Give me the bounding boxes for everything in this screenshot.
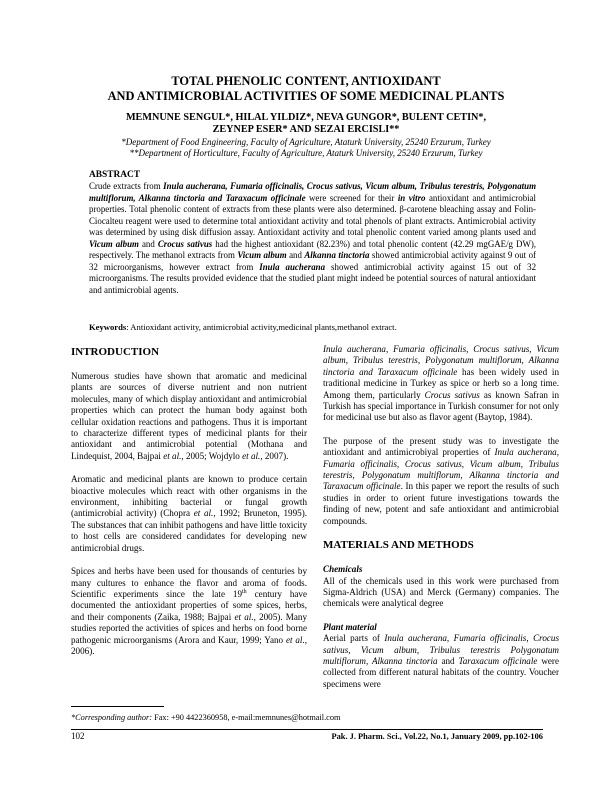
footnote-divider (71, 706, 164, 707)
authors-line-2: ZEYNEP ESER* AND SEZAI ERCISLI** (212, 124, 400, 135)
et-al: et al. (193, 508, 214, 519)
journal-citation: Pak. J. Pharm. Sci., Vol.22, No.1, January 2009, pp.102-106 (331, 732, 543, 741)
text: The purpose of the present study was to investigate the antioxidant and antimicrobiyal properties of (323, 435, 559, 458)
intro-paragraph-2 (71, 474, 307, 554)
species-name: Vicum album (237, 250, 287, 260)
text: , 1992; Bruneton, 1995). The substances that can inhibit pathogens and have little toxicity to host cells are considered candidates for developing new antimicrobial drugs. (71, 508, 307, 553)
species-name: Vicum album (89, 238, 139, 249)
page-footer-divider (71, 729, 543, 730)
abstract-text-part: antioxidant and antimicrobial properties. Total phenolic content of extracts from these plants were also determined. β-carotene bleaching assay and Folin-Ciocalteu reagent were used to determine total antioxidant activity and total phenols of plant extracts. Antimicrobial activity was determined by using disk diffusion assay. Antioxidant activity and total phenolic content varied among plants used and (89, 192, 536, 237)
text: Spices and herbs have been used for thousands of centuries by many cultures to enhance the flavor and aroma of foods. Scientific experiments since the late 19 (71, 566, 307, 599)
species-name: Alkanna tinctoria (304, 250, 370, 260)
text: , 2006). (71, 634, 308, 656)
text: Numerous studies have shown that aromatic and medicinal plants are sources of diverse nutrient and non nutrient molecules, many of which display antioxidant and antimicrobial properties which can protect the human body against both cellular oxidation reactions and pathogens. Thus it is important to characterize different types of medicinal plants for their antioxidant and antimicrobial potential (Mothana and Lindequist, 2004, Bajpai (71, 371, 307, 461)
text: has been widely used in traditional medicine in Turkey as spice or herb so a long time. Among them, particularly (323, 366, 559, 400)
abstract-heading: ABSTRACT (89, 170, 141, 180)
et-al: et al. (163, 450, 182, 461)
species-name: Inula aucherana (259, 261, 326, 272)
affiliations (0, 137, 612, 159)
introduction-heading: INTRODUCTION (71, 346, 160, 358)
intro-paragraph-4 (323, 344, 559, 424)
chemicals-paragraph: All of the chemicals used in this work were purchased from Sigma-Aldrich (USA) and Merck (Germany) companies. The chemicals were analytical degree (323, 575, 559, 609)
abstract-text-part: showed antimicrobial activity against 9 out of 32 microorganisms, however extract from (89, 250, 536, 272)
abstract-text-part: showed antimicrobial activity against 15 out of 32 microorganisms. The results provided evidence that the studied plant might indeed be potential sources of natural antioxidant and antimicrobial agents. (89, 261, 537, 295)
text: Aromatic and medicinal plants are known to produce certain bioactive molecules which react with other organisms in the environment, inhibiting bacterial or fungal growth (antimicrobial activity) (Chopra (71, 474, 307, 519)
et-al: et al. (285, 634, 305, 645)
abstract-text-part: had the highest antioxidant (82.23%) and total phenolic content (42.29 mgGAE/g DW), respectively. The methanol extracts from (89, 238, 537, 260)
text: and (437, 655, 459, 666)
abstract-text-part: Crude extracts from (89, 181, 164, 191)
text: century have documented the antioxidant properties of some spices, herbs, and their components (Zaika, 1988; Bajpai (71, 588, 308, 622)
species-name: Crocus sativus (157, 238, 213, 249)
intro-paragraph-1 (71, 371, 307, 462)
text: Aerial parts of (323, 633, 385, 644)
plant-material-subheading: Plant material (323, 621, 377, 632)
species-names: Inula aucherana, Fumaria officinalis, Crocus sativus, Vicum album, Tribulus terestris Polygonatum multiflorum, Alkanna tinctoria (323, 633, 560, 666)
text: , 2007). (260, 450, 289, 461)
text: . In this paper we report the results of such studies in order to orient future investigations towards the finding of new, potent and safe antioxidant and antimicrobial compounds. (323, 481, 559, 526)
species-name: Crocus sativus (424, 389, 480, 400)
methods-heading: MATERIALS AND METHODS (323, 539, 474, 552)
affiliation-2: **Department of Horticulture, Faculty of Agriculture, Ataturk University, 25240 Erzurum, Turkey (129, 148, 483, 158)
footnote-label: *Corresponding author: (71, 713, 153, 722)
title-line-2: AND ANTIMICROBIAL ACTIVITIES OF SOME MEDICINAL PLANTS (107, 89, 505, 103)
abstract-section (89, 170, 536, 296)
author-list (0, 112, 612, 136)
abstract-text-part: and (286, 250, 305, 260)
footnote-text: Fax: +90 4422360958, e-mail:memnunes@hotmail.com (152, 713, 341, 722)
text: as known Safran in Turkish has special importance in Turkish consumer for not only for medicinal use but also as flavor agent (Baytop, 1984). (323, 389, 559, 423)
title-line-1: TOTAL PHENOLIC CONTENT, ANTIOXIDANT (171, 74, 441, 88)
left-column (71, 346, 307, 669)
paper-title (0, 74, 612, 104)
plant-material-paragraph (323, 633, 559, 690)
species-name: Taraxacum officinale (458, 655, 538, 666)
keywords-text: : Antioxidant activity, antimicrobial activity,medicinal plants,methanol extract. (126, 322, 397, 332)
abstract-text-part: were screened for their (305, 192, 398, 203)
species-names: Inula aucherana, Fumaria officinalis, Crocus sativus, Vicum album, Tribulus terestris, Polygonatum multiflorum, Alkanna tinctoria and Taraxacum officinale (89, 181, 536, 203)
intro-paragraph-3 (71, 566, 307, 657)
in-vitro-term: in vitro (397, 192, 426, 203)
right-column (323, 344, 559, 702)
affiliation-1: *Department of Food Engineering, Faculty of Agriculture, Ataturk University, 25240 Erzurum, Turkey (121, 137, 491, 147)
keywords-label: Keywords (89, 322, 127, 332)
species-names: Inula aucherana, Fumaria officinalis, Crocus sativus, Vicum album, Tribulus terestris, Polygonatum multiflorum, Alkanna tinctoria and Taraxacum officinale (323, 344, 559, 377)
superscript: th (242, 588, 247, 595)
chemicals-subheading: Chemicals (323, 564, 363, 575)
text: were collected from different natural habitats of the country. Voucher specimens were (323, 655, 559, 689)
et-al: et al. (242, 450, 261, 461)
page-number: 102 (71, 731, 85, 741)
text: , 2005). Many studies reported the activities of spices and herbs on food borne pathogenic microorganisms (Arora and Kaur, 1999; Yano (71, 611, 307, 645)
text: , 2005; Wojdylo (181, 450, 243, 461)
abstract-text (89, 181, 536, 296)
corresponding-author-footnote (71, 713, 340, 723)
et-al: et al. (234, 611, 254, 622)
species-names: Inula aucherana, Fumaria officinalis, Crocus sativus, Vicum album, Tribulus terestris, Polygonatum multiflorum, Alkanna tinctoria and Taraxacum officinale (323, 447, 559, 492)
intro-paragraph-5 (323, 436, 559, 527)
keywords (89, 322, 397, 333)
authors-line-1: MEMNUNE SENGUL*, HILAL YILDIZ*, NEVA GUNGOR*, BULENT CETIN*, (125, 112, 487, 123)
abstract-text-part: and (138, 238, 158, 249)
